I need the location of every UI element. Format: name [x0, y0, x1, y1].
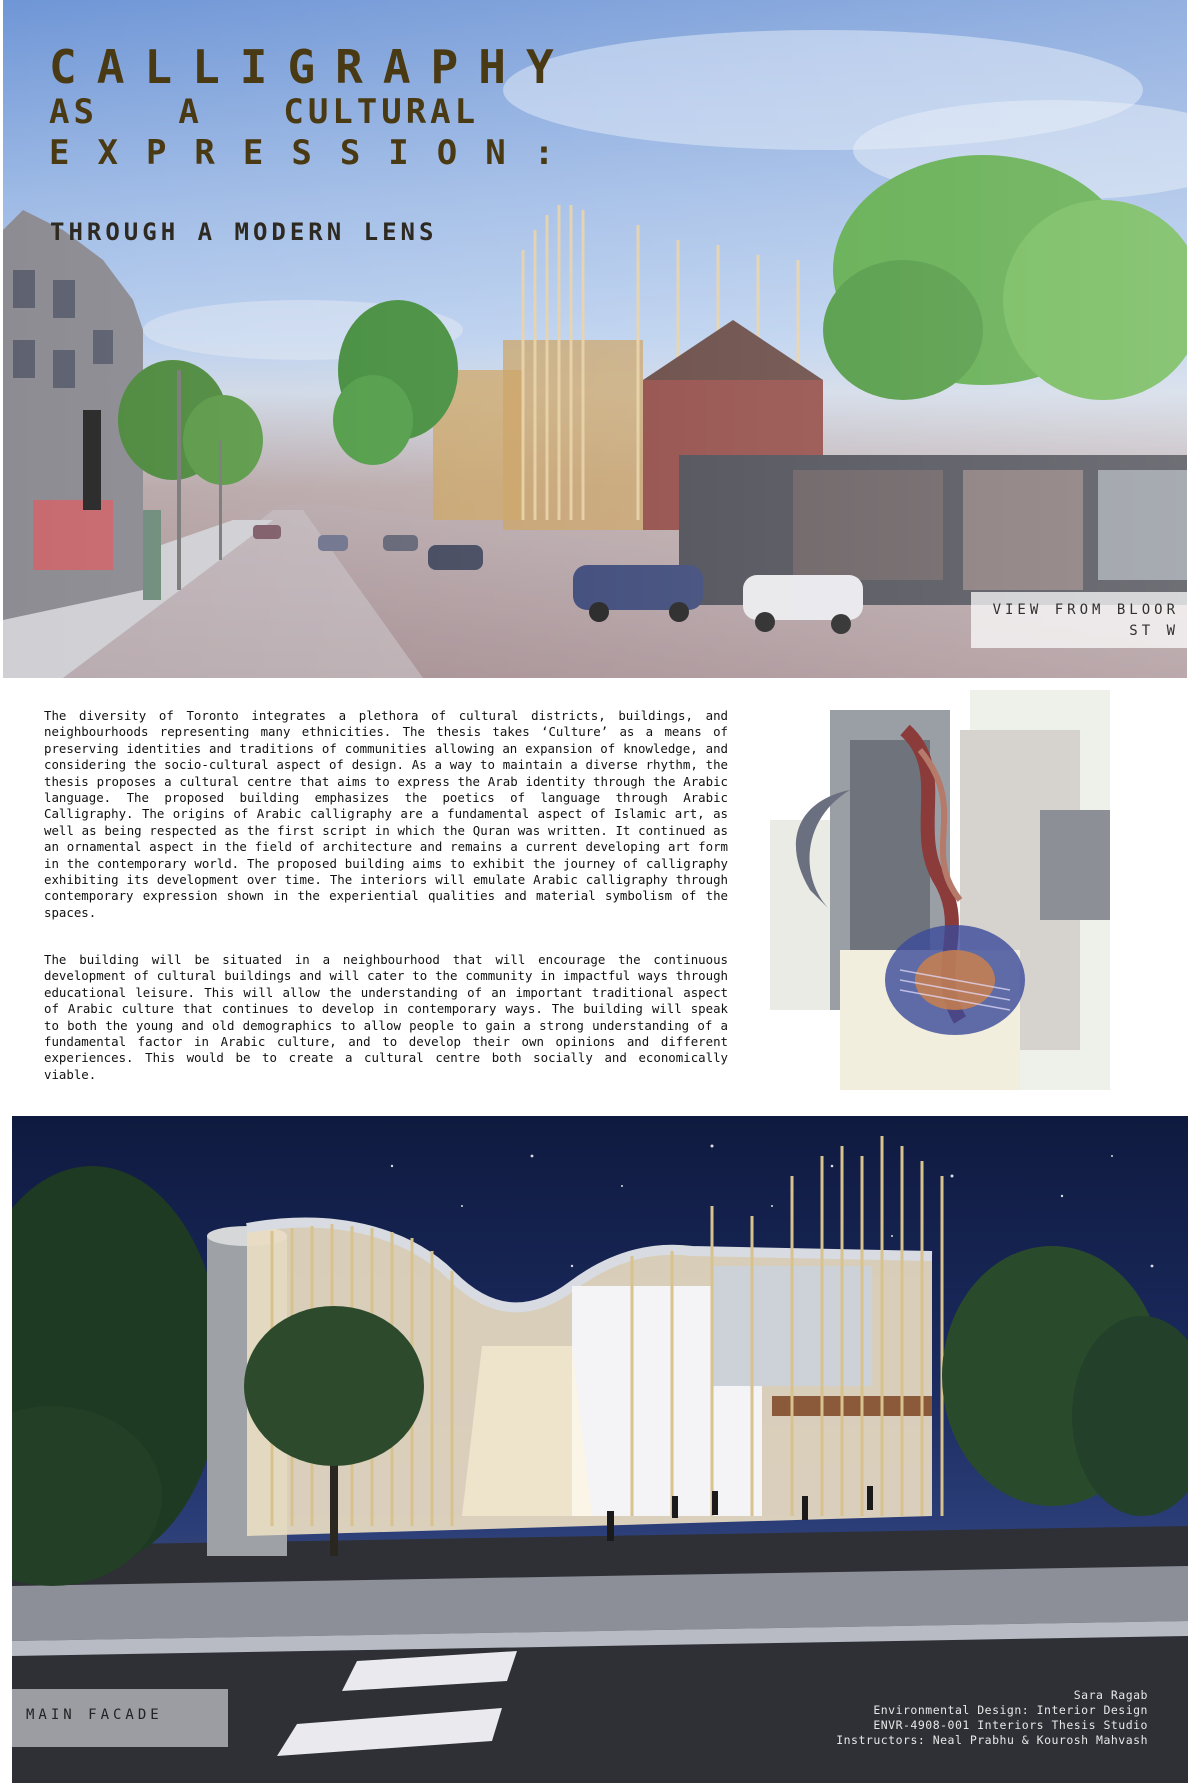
poster-title-line-3: EXPRESSION:: [49, 133, 583, 173]
main-facade-render: [12, 1116, 1188, 1783]
thesis-paragraph-2: The building will be situated in a neighbourhood that will encourage the continuous development of cultural buildings and will cater to the community in impactful ways through educational leisure. This will allow the understanding of an important traditional aspect of Arabic culture that continues to develop in contemporary ways. The building will speak to both the young and old demographics to allow people to gain a strong understanding of a fundamental factor in Arabic culture, and to develop their own opinions and different experiences. This would be to create a cultural centre both socially and economically viable.: [44, 952, 728, 1082]
view-caption-line-2: ST W: [1129, 623, 1179, 639]
poster-subtitle: THROUGH A MODERN LENS: [50, 218, 438, 246]
thesis-paragraph-1: The diversity of Toronto integrates a plethora of cultural districts, buildings, and neighbourhoods representing many ethnicities. The thesis takes ‘Culture’ as a means of preserving identities and traditions of communities allowing an expansion of knowledge, and considering the socio-cultural aspect of design. As a way to maintain a diverse rhythm, the thesis proposes a cultural centre that aims to express the Arab identity through the Arabic language. The proposed building emphasizes the poetics of language through Arabic Calligraphy. The origins of Arabic calligraphy are a fundamental aspect of Islamic art, as well as being respected as the first script in which the Quran was written. It continued as an ornamental aspect in the field of architecture and remains a current developing art form in the contemporary world. The proposed building aims to exhibit the journey of calligraphy exhibiting its development over time. The interiors will emulate Arabic calligraphy through contemporary expression shown in the experiential qualities and material symbolism of the spaces.: [44, 708, 728, 920]
view-caption-line-1: VIEW FROM BLOOR: [992, 602, 1179, 618]
poster-title-line-2: AS A CULTURAL: [49, 92, 480, 132]
course-code: ENVR-4908-001 Interiors Thesis Studio: [873, 1718, 1148, 1732]
facade-caption: MAIN FACADE: [12, 1689, 228, 1747]
view-caption: [971, 592, 1187, 648]
poster-title-line-1: CALLIGRAPHY: [49, 40, 574, 94]
author-credits: [836, 1688, 1148, 1748]
author-name: Sara Ragab: [1073, 1688, 1148, 1702]
facade-night-illustration: [12, 1116, 1188, 1783]
calligraphy-collage-image: [770, 690, 1140, 1090]
instructors: Instructors: Neal Prabhu & Kourosh Mahvash: [836, 1733, 1148, 1747]
street-view-render: [3, 0, 1187, 678]
program-name: Environmental Design: Interior Design: [873, 1703, 1148, 1717]
